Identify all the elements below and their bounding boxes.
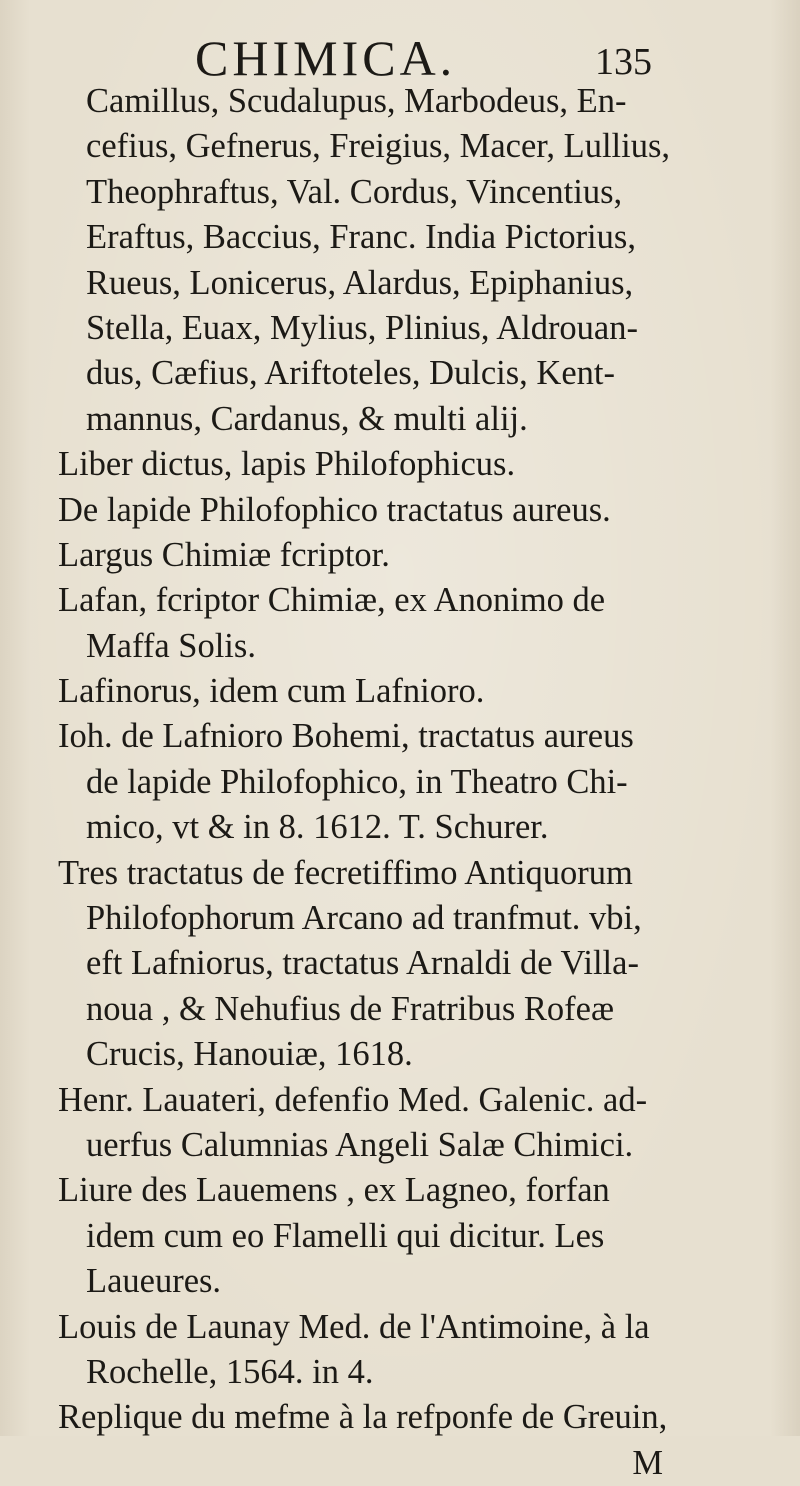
text-line: Maffa Solis. xyxy=(86,626,256,665)
text-line: Liber dictus, lapis Philofophicus. xyxy=(58,445,516,484)
page-number: 135 xyxy=(595,41,652,83)
text-line: Tres tractatus de fecretiffimo Antiquorum xyxy=(58,853,633,892)
text-line: Ioh. de Lafnioro Bohemi, tractatus aureus xyxy=(58,717,634,756)
text-line: Louis de Launay Med. de l'Antimoine, à la xyxy=(58,1307,650,1346)
text-line: eft Lafniorus, tractatus Arnaldi de Villa- xyxy=(86,944,639,983)
text-line: Crucis, Hanouiæ, 1618. xyxy=(86,1035,413,1074)
text-line: Lafinorus, idem cum Lafnioro. xyxy=(58,672,485,711)
text-line: Largus Chimiæ fcriptor. xyxy=(58,535,390,574)
text-line: Stella, Euax, Mylius, Plinius, Aldrouan- xyxy=(86,308,638,347)
text-line: Liure des Lauemens , ex Lagneo, forfan xyxy=(58,1171,610,1210)
running-title: CHIMICA. xyxy=(195,30,457,86)
text-line: mannus, Cardanus, & multi alij. xyxy=(86,399,528,438)
text-line: De lapide Philofophico tractatus aureus. xyxy=(58,490,611,529)
page-body-text xyxy=(58,79,738,1486)
text-line: Camillus, Scudalupus, Marbodeus, En- xyxy=(86,82,627,120)
text-line: Replique du mefme à la refponfe de Greuin, xyxy=(58,1398,668,1437)
text-line: cefius, Gefnerus, Freigius, Macer, Lullius, xyxy=(86,127,671,166)
text-line: Henr. Lauateri, defenfio Med. Galenic. ad- xyxy=(58,1080,648,1119)
text-line: dus, Cæfius, Ariftoteles, Dulcis, Kent- xyxy=(86,354,615,393)
text-line: mico, vt & in 8. 1612. T. Schurer. xyxy=(86,808,549,847)
text-line: de lapide Philofophico, in Theatro Chi- xyxy=(86,762,628,801)
text-line: Philofophorum Arcano ad tranfmut. vbi, xyxy=(86,899,642,938)
text-line: Rochelle, 1564. in 4. xyxy=(86,1352,374,1391)
text-line: Theophraftus, Val. Cordus, Vincentius, xyxy=(86,172,623,211)
text-line: noua , & Nehufius de Fratribus Rofeæ xyxy=(86,989,614,1028)
signature-mark: M xyxy=(632,1443,663,1482)
text-line: Laueures. xyxy=(86,1262,222,1301)
text-line: uerfus Calumnias Angeli Salæ Chimici. xyxy=(86,1125,634,1164)
text-line: Lafan, fcriptor Chimiæ, ex Anonimo de xyxy=(58,581,606,620)
text-line: Eraftus, Baccius, Franc. India Pictorius, xyxy=(86,218,636,257)
text-line: Rueus, Lonicerus, Alardus, Epiphanius, xyxy=(86,263,634,302)
text-line: idem cum eo Flamelli qui dicitur. Les xyxy=(86,1216,605,1255)
